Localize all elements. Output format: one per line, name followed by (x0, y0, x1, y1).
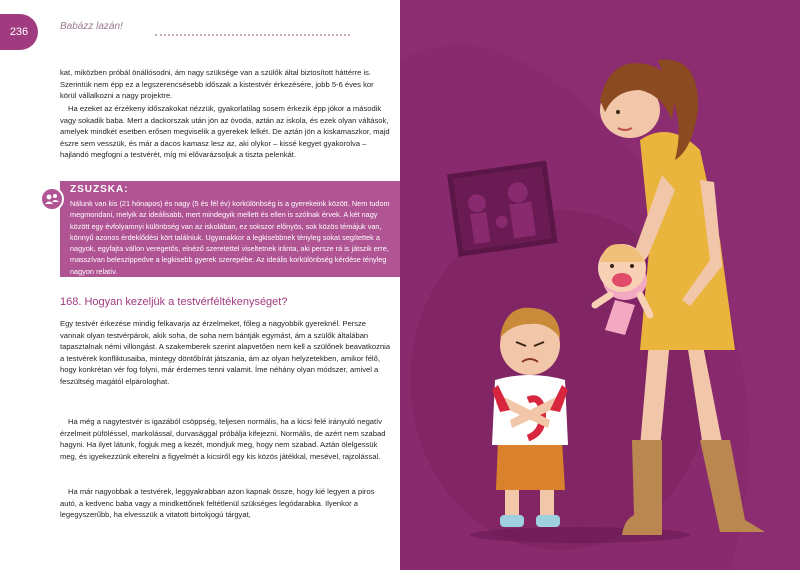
quote-text: Nálunk van kis (21 hónapos) és nagy (5 és fél év) korkülönbség is a gyerekeink között. Nem tudom megmondani, melyik az ideálisabb, mert mindegyik mellett és ellen is szólnak érvek. A két nagy között egy évfolyamnyi különbség van az iskolában, ez sokszor előnyös, sok közös témájuk van, könnyű azonos érdeklődési kört találniuk. Ugyanakkor a legkisebbnek tényleg sokat segítettek a nagyok, egyfajta vállon veregetős, elnéző szeretettel viseltetnek iránta, aki persze rá is játszik erre, masszívan beleszippedve a legkisebb gyerek szerepébe. Az ideális korkülönbség kérdése tényleg nagyon relatív. (70, 199, 390, 276)
section-paragraph-2: Ha még a nagytestvér is igazából csöppség, teljesen normális, ha a kicsi felé irányuló negatív érzelmeit püföléssel, markolással, durvasággal próbálja kifejezni. Normális, de azért nem szabad hagyni. Ha ilyet látunk, fogjuk meg a kezét, mondjuk meg, hogy nem szabad. Aztán ölelgessük meg, és igyekezzünk elterelni a figyelmét a kicsiről egy kis közös játékkal, mesével, rajzolással. (60, 417, 386, 461)
quote-author: ZSUZSKA: (70, 184, 129, 195)
running-header-title: Babázz lazán! (60, 21, 123, 32)
section-heading: 168. Hogyan kezeljük a testvérféltékenységet? (60, 296, 288, 308)
illustration-page (400, 0, 800, 570)
family-illustration (400, 0, 800, 570)
page-number: 236 (0, 14, 38, 50)
section-paragraph-1: Egy testvér érkezése mindig felkavarja az érzelmeket, főleg a nagyobbik gyereknél. Persze vannak olyan testvérpárok, akik soha, de soha nem bántják egymást, ám a szülők általában tapasztalnak némi villongást. A szakemberek szerint alapvetően nem kell a szülőnek beavatkoznia a testvérek konfliktusaiba, mintegy döntőbírát játszania, ám az olyan helyzetekben, amikor félő, hogy konkrétan vér fog folyni, már érdemes tenni valamit. Íme néhány olyan módszer, amivel a feszültség magától elpárologhat. (60, 319, 391, 386)
body-paragraph-2: Ha ezeket az érzékeny időszakokat nézzük, gyakorlatilag sosem érkezik épp jókor a második vagy sokadik baba. Mert a dackorszak után jön az óvoda, aztán az iskola, és ezek olyan váltások, amelyek mindkét esetben erősen megviselik a gyerekek lelkét. De aztán jön a kiskamaszkor, majd észre sem vesszük, és már a dacos kamasz lesz az, aki olykor – kissé kegyet gyakorolva – hajlandó megfogni a testvérét, míg mi elővarázsoljuk a tiszta pelenkát. (60, 104, 390, 160)
picture-frame (450, 163, 555, 253)
body-paragraph-1: kat, miközben próbál önállósodni, ám nagy szüksége van a szülők által biztosított háttérre is. Szerintük nem épp ez a legszerencsésebb időszak a kistestvér érkezésére, jobb 5-6 éves kor körül vállalkozni a nagy projektre. (60, 68, 374, 101)
header-dotted-rule (155, 34, 350, 36)
section-paragraph-3: Ha már nagyobbak a testvérek, leggyakrabban azon kapnak össze, hogy kié legyen a piros autó, a kedvenc baba vagy a mindkettőnek feltétlenül szükséges legódarabka. Ilyenkor a legegyszerűbb, ha elvesszük a vitatott birtokjogú tárgyat, (60, 487, 375, 520)
speech-bubble-icon (40, 187, 64, 211)
